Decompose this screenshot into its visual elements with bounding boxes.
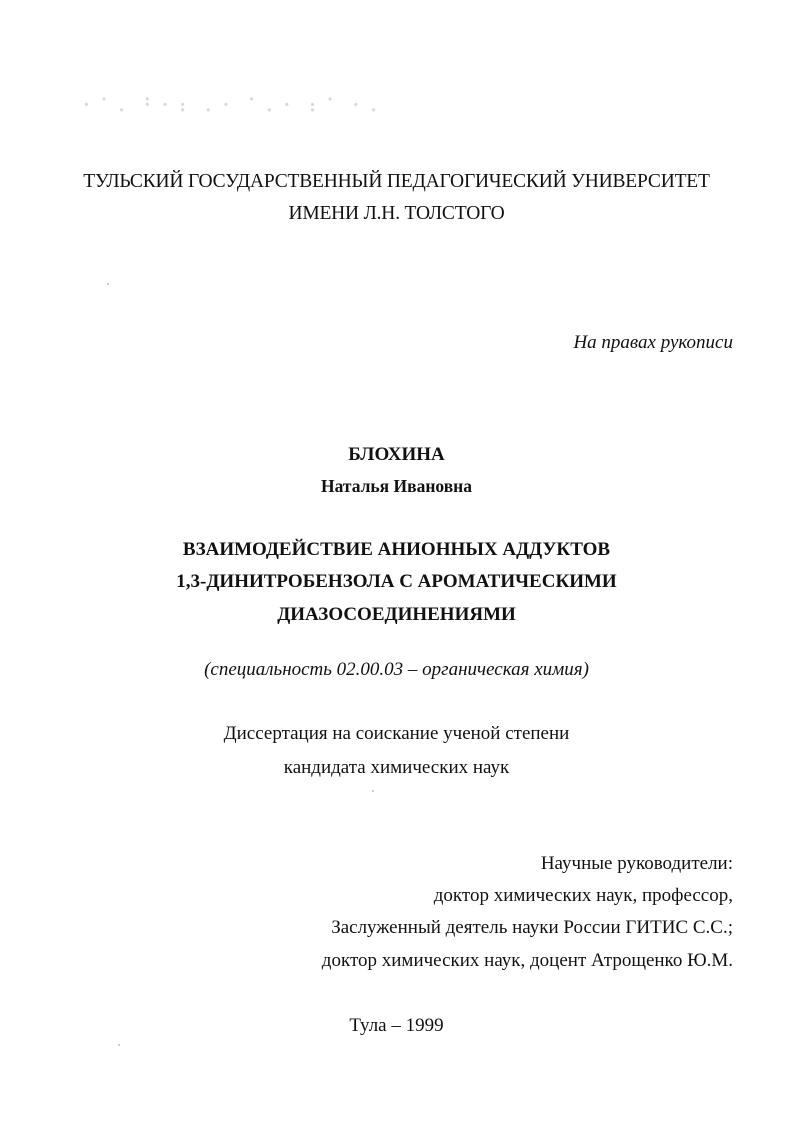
university-name-line1: ТУЛЬСКИЙ ГОСУДАРСТВЕННЫЙ ПЕДАГОГИЧЕСКИЙ УНИВЕРСИТЕТ <box>83 171 710 192</box>
supervisor-line3: доктор химических наук, доцент Атрощенко Ю.М. <box>321 950 733 971</box>
supervisor-line2: Заслуженный деятель науки России ГИТИС С.С.; <box>331 917 733 938</box>
city-year: Тула – 1999 <box>349 1015 444 1036</box>
supervisor-line1: доктор химических наук, профессор, <box>433 885 733 906</box>
rights-note: На правах рукописи <box>573 332 733 353</box>
scan-speck <box>107 283 109 285</box>
author-surname: БЛОХИНА <box>348 444 445 465</box>
dissertation-title-line3: ДИАЗОСОЕДИНЕНИЯМИ <box>277 604 516 625</box>
university-name-line2: ИМЕНИ Л.Н. ТОЛСТОГО <box>288 203 505 224</box>
scan-speck <box>118 1044 120 1046</box>
author-given-names: Наталья Ивановна <box>320 476 473 496</box>
degree-line2: кандидата химических наук <box>283 757 510 778</box>
dissertation-title-line2: 1,3-ДИНИТРОБЕНЗОЛА С АРОМАТИЧЕСКИМИ <box>176 571 617 592</box>
degree-line1: Диссертация на соискание ученой степени <box>223 723 570 744</box>
scan-speck <box>372 790 374 792</box>
supervisors-heading: Научные руководители: <box>540 853 733 874</box>
specialty: (специальность 02.00.03 – органическая химия) <box>204 659 589 680</box>
scan-artifact: ⠂⠁⠄ ⠃⠂⠆ ⠄⠂ ⠁⠄⠂ ⠆⠁ ⠂⠄ <box>82 96 387 118</box>
dissertation-title-line1: ВЗАИМОДЕЙСТВИЕ АНИОННЫХ АДДУКТОВ <box>182 539 611 560</box>
